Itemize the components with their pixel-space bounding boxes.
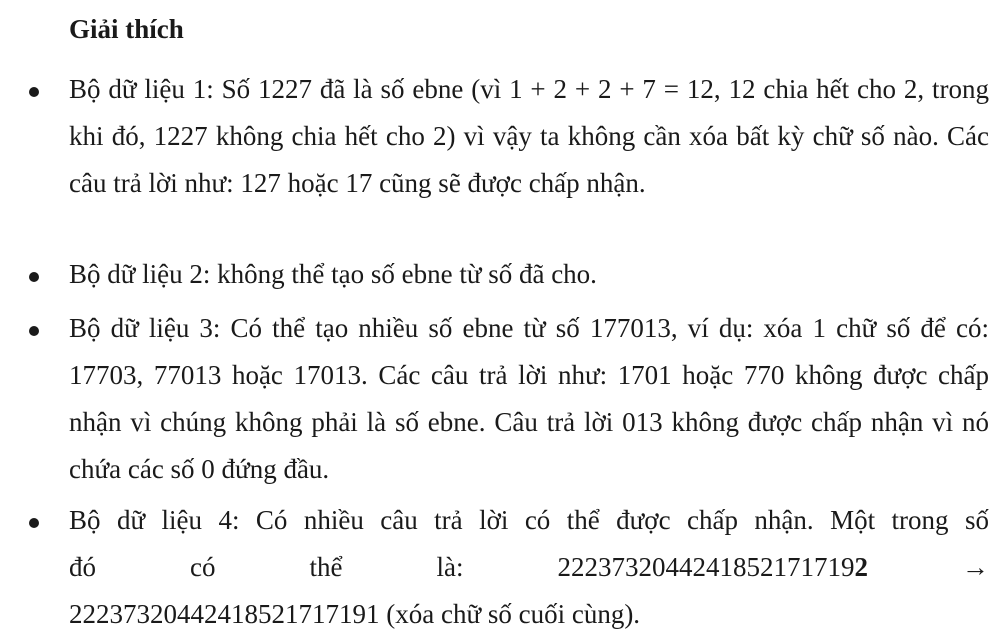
bullet-icon xyxy=(29,272,39,282)
number-digits: 2223732044241852171719 xyxy=(557,552,855,582)
bullet-icon xyxy=(29,326,39,336)
list-item-text xyxy=(69,497,989,638)
word: có xyxy=(190,552,216,582)
word: là: xyxy=(436,552,464,582)
list-item-line xyxy=(69,544,989,591)
bullet-icon xyxy=(29,87,39,97)
list-item-line xyxy=(69,497,989,544)
word: thể xyxy=(309,552,343,582)
bullet-icon xyxy=(29,518,39,528)
line-text: Bộ dữ liệu 4: Có nhiều câu trả lời có thể được chấp nhận. Một trong số xyxy=(69,505,989,535)
example-number xyxy=(557,544,868,591)
list-item-line: 22237320442418521717191 (xóa chữ số cuối cùng). xyxy=(69,599,641,629)
removed-digit: 2 xyxy=(854,552,868,582)
list-item-text: Bộ dữ liệu 1: Số 1227 đã là số ebne (vì 1 + 2 + 2 + 7 = 12, 12 chia hết cho 2, trong khi đó, 1227 không chia hết cho 2) vì vậy ta không cần xóa bất kỳ chữ số nào. Các câu trả lời như: 127 hoặc 17 cũng sẽ được chấp nhận. xyxy=(69,74,989,198)
arrow-icon: → xyxy=(961,552,989,582)
word: đó xyxy=(69,552,96,582)
list-item-text: Bộ dữ liệu 2: không thể tạo số ebne từ số đã cho. xyxy=(69,259,597,289)
section-heading: Giải thích xyxy=(69,14,184,44)
list-item-text: Bộ dữ liệu 3: Có thể tạo nhiều số ebne từ số 177013, ví dụ: xóa 1 chữ số để có: 17703, 77013 hoặc 17013. Các câu trả lời như: 1701 hoặc 770 không được chấp nhận vì chúng không phải là số ebne. Câu trả lời 013 không được chấp nhận vì nó chứa các số 0 đứng đầu. xyxy=(69,313,989,484)
